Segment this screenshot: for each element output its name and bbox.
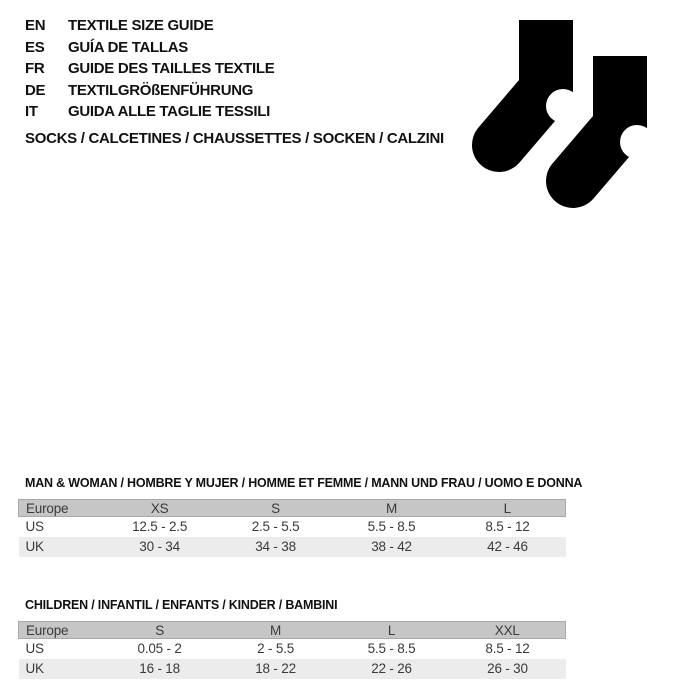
column-header-l: L	[334, 622, 450, 639]
table-row-us	[19, 639, 566, 659]
language-title: GUIDE DES TAILLES TEXTILE	[68, 60, 275, 78]
size-cell: 30 - 34	[139, 539, 180, 554]
man-woman-size-table	[18, 499, 566, 557]
language-title: GUÍA DE TALLAS	[68, 38, 188, 56]
language-code: FR	[25, 60, 45, 78]
column-header-xs: XS	[102, 500, 218, 517]
table-row-uk	[19, 537, 566, 557]
language-row-en	[25, 15, 274, 37]
sock-left-shape	[499, 20, 580, 145]
size-cell: 12.5 - 2.5	[132, 519, 188, 535]
size-cell: 5.5 - 8.5	[367, 519, 416, 535]
size-cell: 2.5 - 5.5	[251, 519, 300, 535]
man-woman-title: MAN & WOMAN / HOMBRE Y MUJER / HOMME ET FEMME / MANN UND FRAU / UOMO E DONNA	[25, 476, 583, 490]
column-header-region: Europe	[19, 500, 102, 517]
language-code: IT	[25, 103, 38, 121]
language-title: TEXTILE SIZE GUIDE	[68, 17, 214, 34]
language-title: TEXTILGRÖßENFÜHRUNG	[68, 81, 254, 99]
column-header-xxl: XXL	[450, 622, 566, 639]
size-cell: 26 - 30	[487, 661, 528, 676]
region-cell: UK	[25, 661, 44, 676]
size-cell: 0.05 - 2	[137, 641, 182, 657]
size-cell: 5.5 - 8.5	[367, 641, 416, 657]
size-cell: 22 - 26	[371, 661, 412, 676]
column-header-s: S	[102, 622, 218, 639]
region-cell: US	[25, 641, 44, 657]
language-code: EN	[25, 17, 46, 34]
language-row-es	[25, 37, 274, 59]
column-header-m: M	[218, 622, 334, 639]
size-cell: 18 - 22	[255, 661, 296, 676]
size-cell: 8.5 - 12	[485, 641, 530, 657]
socks-icon	[469, 18, 669, 218]
region-cell: US	[25, 519, 44, 535]
sock-right-shape	[573, 56, 654, 181]
table-row-us	[19, 517, 566, 537]
column-header-s: S	[218, 500, 334, 517]
language-row-de	[25, 80, 274, 102]
children-section	[18, 599, 566, 679]
size-cell: 2 - 5.5	[257, 641, 294, 657]
language-code: ES	[25, 38, 45, 56]
column-header-l: L	[450, 500, 566, 517]
children-title: CHILDREN / INFANTIL / ENFANTS / KINDER / BAMBINI	[25, 598, 338, 612]
size-cell: 42 - 46	[487, 539, 528, 554]
column-header-m: M	[334, 500, 450, 517]
table-header-row	[19, 500, 566, 517]
language-code: DE	[25, 81, 46, 99]
category-line: SOCKS / CALCETINES / CHAUSSETTES / SOCKEN / CALZINI	[25, 130, 444, 147]
size-cell: 16 - 18	[139, 661, 180, 676]
man-woman-section	[18, 476, 583, 557]
region-cell: UK	[25, 539, 44, 554]
language-list	[25, 15, 274, 123]
language-title: GUIDA ALLE TAGLIE TESSILI	[68, 103, 270, 121]
size-cell: 38 - 42	[371, 539, 412, 554]
language-row-it	[25, 101, 274, 123]
children-size-table	[18, 621, 566, 679]
table-row-uk	[19, 659, 566, 679]
table-header-row	[19, 622, 566, 639]
language-row-fr	[25, 58, 274, 80]
size-cell: 34 - 38	[255, 539, 296, 554]
size-cell: 8.5 - 12	[485, 519, 530, 535]
column-header-region: Europe	[19, 622, 102, 639]
